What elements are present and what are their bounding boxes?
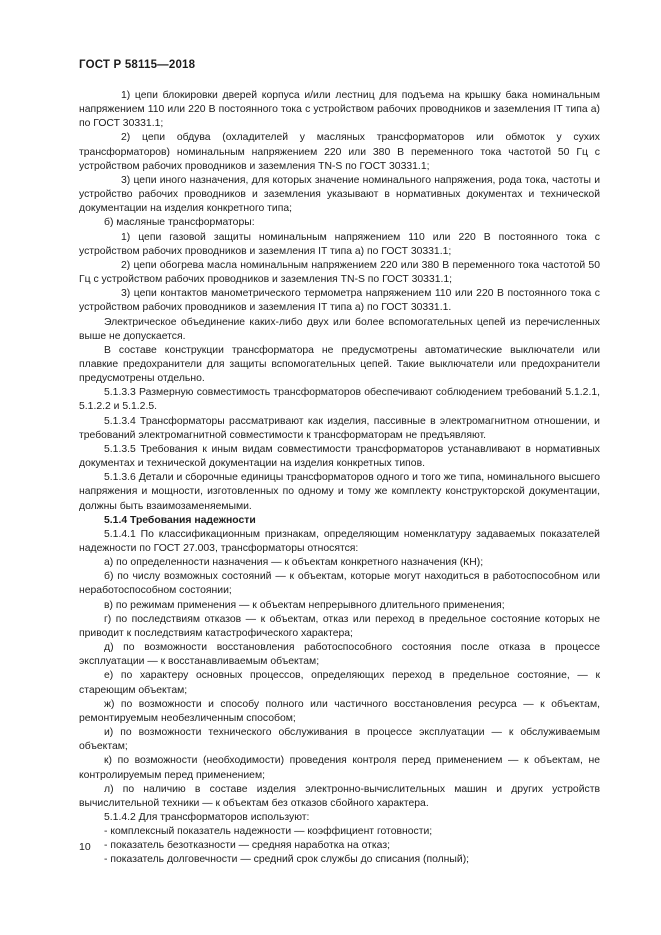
- paragraph: 1) цепи блокировки дверей корпуса и/или лестниц для подъема на крышку бака номинальным напряжением 110 или 220 В постоянного тока с устройством рабочих проводников и заземления IT типа а) по ГОСТ 30331.1;: [79, 90, 600, 130]
- paragraph: 5.1.3.5 Требования к иным видам совместимости трансформаторов устанавливают в нормативных документах и технической документации на изделия конкретных типов.: [79, 443, 600, 470]
- paragraph: - комплексный показатель надежности — коэффициент готовности;: [104, 826, 433, 838]
- paragraph: ж) по возможности и способу полного или частичного восстановления ресурса — к объектам, ремонтируемым необезличенным способом;: [79, 698, 600, 724]
- page-number: 10: [79, 841, 91, 853]
- paragraph: В составе конструкции трансформатора не предусмотрены автоматические выключатели или плавкие предохранители для защиты вспомогательных цепей. Такие выключатели или предохранители предусмотрены отдельно.: [79, 344, 600, 385]
- paragraph: л) по наличию в составе изделия электронно-вычислительных машин и других устройств вычислительной техники — к объектам без отказов сбойного характера.: [79, 783, 600, 809]
- paragraph: 3) цепи иного назначения, для которых значение номинального напряжения, рода тока, частоты и устройство рабочих проводников и заземления указывают в нормативных документах и технической документации на изделия конкретного типа;: [79, 174, 600, 215]
- paragraph: к) по возможности (необходимости) проведения контроля перед применением — к объектам, не контролируемым перед применением;: [79, 755, 600, 781]
- paragraph: 2) цепи обогрева масла номинальным напряжением 220 или 380 В переменного тока частотой 50 Гц с устройством рабочих проводников и заземления TN-S по ГОСТ 30331.1;: [79, 259, 600, 286]
- document-body: [79, 89, 600, 868]
- paragraph: - показатель долговечности — средний срок службы до списания (полный);: [104, 854, 470, 866]
- paragraph: в) по режимам применения — к объектам непрерывного длительного применения;: [104, 599, 505, 611]
- paragraph: 5.1.3.3 Размерную совместимость трансформаторов обеспечивают соблюдением требований 5.1.2.1, 5.1.2.2 и 5.1.2.5.: [79, 387, 600, 413]
- paragraph: д) по возможности восстановления работоспособного состояния после отказа в процессе эксплуатации — к восстанавливаемым объектам;: [79, 642, 600, 668]
- paragraph: Электрическое объединение каких-либо двух или более вспомогательных цепей из перечисленных выше не допускается.: [79, 316, 600, 342]
- paragraph: г) по последствиям отказов — к объектам, отказ или переход в предельное состояние которых не приводит к последствиям катастрофического характера;: [79, 613, 600, 639]
- paragraph: 2) цепи обдува (охладителей у масляных трансформаторов или обмоток у сухих трансформаторов) номинальным напряжением 220 или 380 В переменного тока частотой 50 Гц с устройством рабочих проводников и заземления TN-S по ГОСТ 30331.1;: [79, 132, 600, 172]
- paragraph: а) по определенности назначения — к объектам конкретного назначения (КН);: [104, 557, 484, 569]
- paragraph: б) масляные трансформаторы:: [104, 217, 255, 229]
- paragraph: б) по числу возможных состояний — к объектам, которые могут находиться в работоспособном или неработоспособном состоянии;: [79, 571, 600, 597]
- document-header: ГОСТ Р 58115—2018: [79, 59, 196, 71]
- paragraph: 5.1.3.6 Детали и сборочные единицы трансформаторов одного и того же типа, номинального высшего напряжения и мощности, изготовленных по одному и тому же комплекту конструкторской документации, должны быть взаимозаменяемыми.: [79, 472, 600, 512]
- paragraph: 3) цепи контактов манометрического термометра напряжением 110 или 220 В постоянного тока с устройством рабочих проводников и заземления IT типа а) по ГОСТ 30331.1.: [79, 288, 600, 314]
- paragraph: 5.1.4.1 По классификационным признакам, определяющим номенклатуру задаваемых показателей надежности по ГОСТ 27.003, трансформаторы относятся:: [79, 528, 600, 554]
- paragraph: 5.1.3.4 Трансформаторы рассматривают как изделия, пассивные в электромагнитном отношении, и требований электромагнитной совместимости к трансформаторам не предъявляют.: [79, 415, 600, 441]
- paragraph: е) по характеру основных процессов, определяющих переход в предельное состояние, — к стареющим объектам;: [79, 670, 600, 696]
- paragraph: - показатель безотказности — средняя наработка на отказ;: [104, 840, 390, 852]
- section-heading: 5.1.4 Требования надежности: [104, 514, 256, 526]
- paragraph: и) по возможности технического обслуживания в процессе эксплуатации — к обслуживаемым объектам;: [79, 727, 600, 753]
- paragraph: 1) цепи газовой защиты номинальным напряжением 110 или 220 В постоянного тока с устройством рабочих проводников и заземления IT типа а) по ГОСТ 30331.1;: [79, 231, 600, 257]
- paragraph: 5.1.4.2 Для трансформаторов используют:: [104, 811, 310, 823]
